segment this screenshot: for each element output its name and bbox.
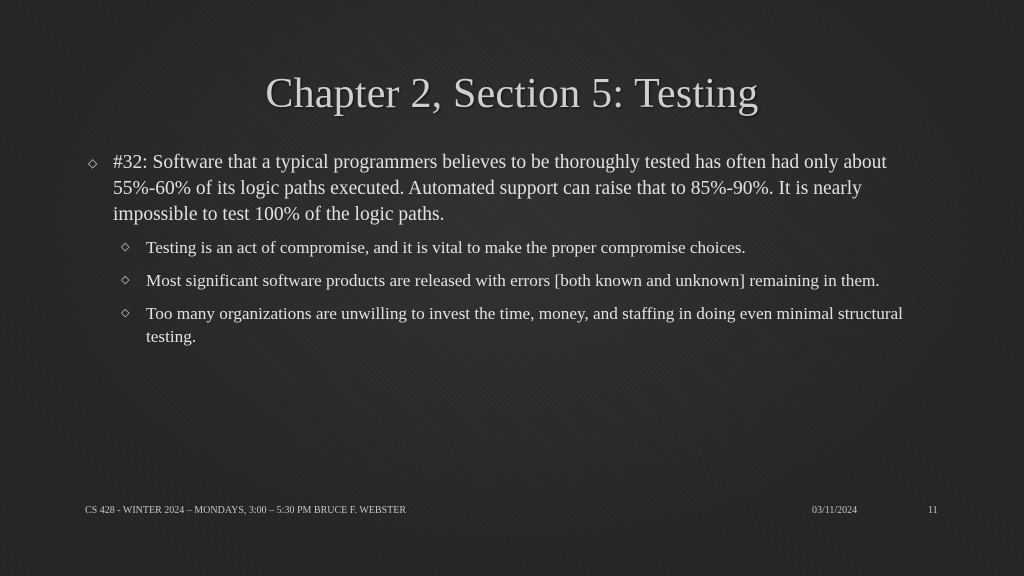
footer-date: 03/11/2024 (812, 505, 858, 516)
sub-bullet-text: Most significant software products are released with errors [both known and unknown] remaining in them. (146, 271, 880, 290)
diamond-bullet-icon: ◇ (121, 307, 130, 319)
main-bullet-text: #32: Software that a typical programmers believes to be thoroughly tested has often had only about 55%-60% of its logic paths executed. Automated support can raise that to 85%-90%. It is nearly impossible to test 100% of the logic paths. (113, 152, 887, 225)
footer-page-number: 11 (928, 505, 938, 516)
slide-title: Chapter 2, Section 5: Testing (265, 71, 759, 117)
diamond-bullet-icon: ◇ (121, 274, 130, 286)
diamond-bullet-icon: ◇ (88, 156, 98, 170)
footer-course-info: CS 428 - WINTER 2024 – MONDAYS, 3:00 – 5:30 PM BRUCE F. WEBSTER (85, 505, 406, 516)
slide-body (88, 150, 940, 358)
main-bullet (88, 150, 940, 228)
sub-bullet (121, 302, 940, 348)
sub-bullet (121, 269, 940, 292)
sub-bullet-text: Testing is an act of compromise, and it is vital to make the proper compromise choices. (146, 238, 746, 257)
sub-bullet (121, 236, 940, 259)
sub-bullet-text: Too many organizations are unwilling to invest the time, money, and staffing in doing even minimal structural testing. (146, 304, 903, 346)
diamond-bullet-icon: ◇ (121, 241, 130, 253)
